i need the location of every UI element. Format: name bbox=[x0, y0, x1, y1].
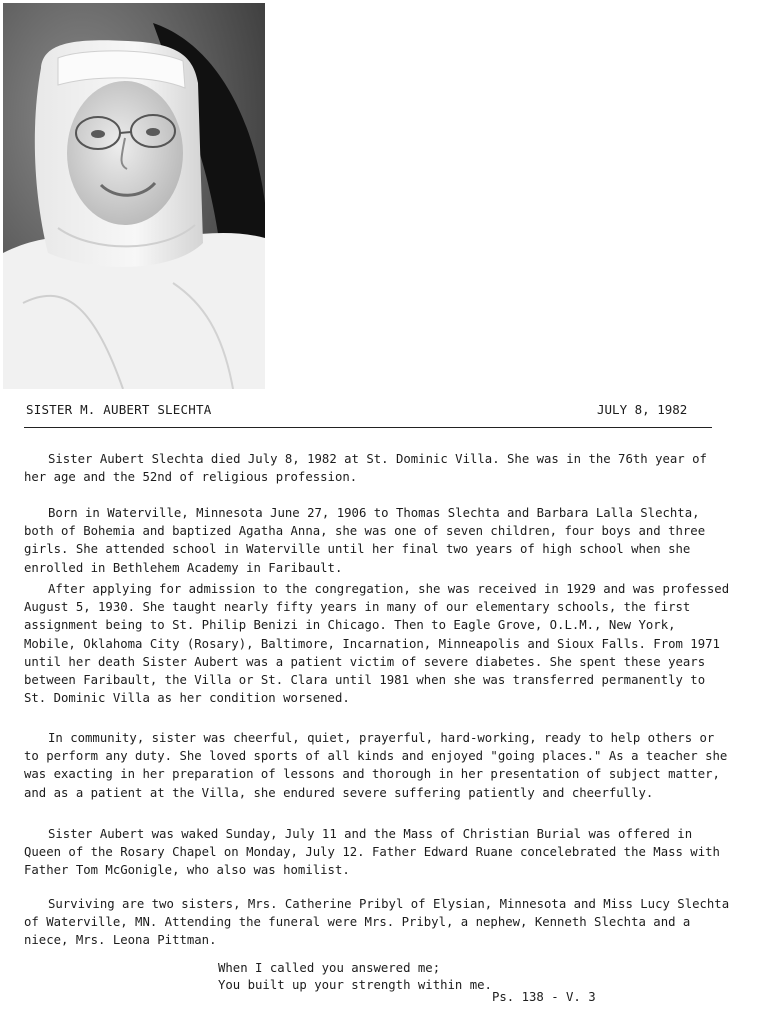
obituary-name: SISTER M. AUBERT SLECHTA bbox=[26, 402, 212, 417]
verse-citation: Ps. 138 - V. 3 bbox=[492, 990, 596, 1004]
paragraph-religious-career: After applying for admission to the congregation, she was received in 1929 and was professed August 5, 1930. She taught nearly fifty years in many of our elementary schools, the first assignment being to St. Philip Benizi in Chicago. Then to Eagle Grove, O.L.M., New York, Mobile, Oklahoma City (Rosary), Baltimore, Incarnation, Minneapolis and Sioux Falls. From 1971 until her death Sister Aubert was a patient victim of severe diabetes. She spent these years between Faribault, the Villa or St. Clara until 1981 when she was transferred permanently to St. Dominic Villa as her condition worsened. bbox=[24, 582, 730, 706]
verse-line-1: When I called you answered me; bbox=[218, 961, 441, 975]
paragraph-death-notice: Sister Aubert Slechta died July 8, 1982 at St. Dominic Villa. She was in the 76th year of her age and the 52nd of religious profession. bbox=[24, 452, 707, 485]
paragraph-early-life: Born in Waterville, Minnesota June 27, 1906 to Thomas Slechta and Barbara Lalla Slechta, both of Bohemia and baptized Agatha Anna, she was one of seven children, four boys and three girls. She attended school in Waterville until her final two years of high school when she enrolled in Bethlehem Academy in Faribault. bbox=[24, 506, 706, 575]
obituary-date: JULY 8, 1982 bbox=[597, 402, 688, 417]
portrait-illustration bbox=[3, 3, 265, 389]
paragraph-character: In community, sister was cheerful, quiet, prayerful, hard-working, ready to help others or to perform any duty. She loved sports of all kinds and enjoyed "going places." As a teacher she was exacting in her preparation of lessons and thorough in her presentation of subject matter, and as a patient at the Villa, she endured severe suffering patiently and cheerfully. bbox=[24, 731, 728, 800]
paragraph-funeral: Sister Aubert was waked Sunday, July 11 and the Mass of Christian Burial was offered in Queen of the Rosary Chapel on Monday, July 12. Father Edward Ruane concelebrated the Mass with Father Tom McGonigle, who also was homilist. bbox=[24, 827, 720, 878]
closing-verse bbox=[218, 960, 492, 994]
portrait-photo bbox=[3, 3, 265, 389]
paragraph-survivors: Surviving are two sisters, Mrs. Catherine Pribyl of Elysian, Minnesota and Miss Lucy Slechta of Waterville, MN. Attending the funeral were Mrs. Pribyl, a nephew, Kenneth Slechta and a niece, Mrs. Leona Pittman. bbox=[24, 897, 730, 948]
verse-line-2: You built up your strength within me. bbox=[218, 978, 492, 992]
header-divider bbox=[24, 427, 712, 428]
